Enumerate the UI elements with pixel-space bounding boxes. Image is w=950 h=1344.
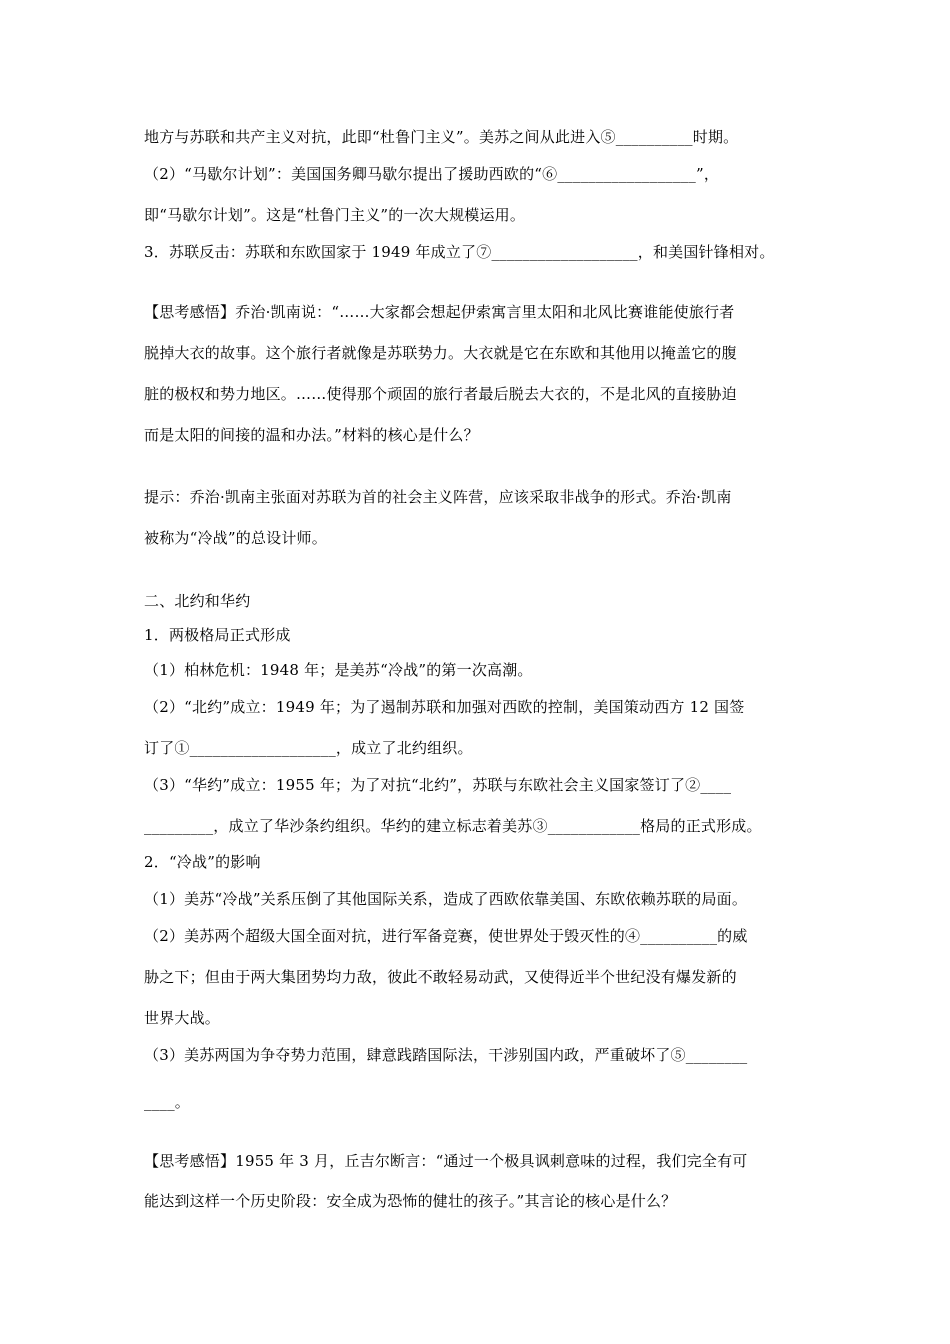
text-line: 3．苏联反击：苏联和东欧国家于 1949 年成立了⑦___________________，和美国针锋相对。 — [144, 243, 775, 261]
text-line: 世界大战。 — [144, 1009, 221, 1027]
reflection-paragraph-line: 能达到这样一个历史阶段：安全成为恐怖的健壮的孩子。”其言论的核心是什么？ — [144, 1192, 677, 1210]
text-line: （3）美苏两国为争夺势力范围，肆意践踏国际法，干涉别国内政，严重破坏了⑤________ — [144, 1046, 748, 1064]
hint-paragraph-line: 提示：乔治·凯南主张面对苏联为首的社会主义阵营，应该采取非战争的形式。乔治·凯南 — [144, 488, 732, 506]
text-line: （2）“北约”成立：1949 年；为了遏制苏联和加强对西欧的控制，美国策动西方 12 国签 — [144, 698, 745, 716]
text-line: （3）“华约”成立：1955 年；为了对抗“北约”，苏联与东欧社会主义国家签订了②____ — [144, 776, 732, 794]
hint-paragraph-line: 被称为“冷战”的总设计师。 — [144, 529, 327, 547]
reflection-paragraph-line: 【思考感悟】乔治·凯南说：“……大家都会想起伊索寓言里太阳和北风比赛谁能使旅行者 — [144, 303, 735, 321]
reflection-paragraph-line: 而是太阳的间接的温和办法。”材料的核心是什么？ — [144, 426, 479, 444]
subsection-heading: 2．“冷战”的影响 — [144, 853, 261, 871]
text-line: （1）柏林危机：1948 年；是美苏“冷战”的第一次高潮。 — [144, 661, 533, 679]
text-line: 即“马歇尔计划”。这是“杜鲁门主义”的一次大规模运用。 — [144, 206, 526, 224]
text-line: 胁之下；但由于两大集团势均力敌，彼此不敢轻易动武，又使得近半个世纪没有爆发新的 — [144, 968, 737, 986]
text-line: ____。 — [144, 1093, 191, 1111]
section-heading: 二、北约和华约 — [144, 592, 251, 610]
reflection-paragraph-line: 【思考感悟】1955 年 3 月，丘吉尔断言：“通过一个极具讽刺意味的过程，我们完全有可 — [144, 1152, 748, 1170]
text-line: _________，成立了华沙条约组织。华约的建立标志着美苏③____________格局的正式形成。 — [144, 817, 762, 835]
text-line: （1）美苏“冷战”关系压倒了其他国际关系，造成了西欧依靠美国、东欧依赖苏联的局面。 — [144, 890, 748, 908]
text-line: 订了①___________________，成立了北约组织。 — [144, 739, 473, 757]
text-line: （2）美苏两个超级大国全面对抗，进行军备竞赛，使世界处于毁灭性的④__________的威 — [144, 927, 748, 945]
text-line: （2）“马歇尔计划”：美国国务卿马歇尔提出了援助西欧的“⑥__________________”， — [144, 165, 720, 183]
reflection-paragraph-line: 脏的极权和势力地区。……使得那个顽固的旅行者最后脱去大衣的，不是北风的直接胁迫 — [144, 385, 737, 403]
subsection-heading: 1．两极格局正式形成 — [144, 626, 291, 644]
text-line: 地方与苏联和共产主义对抗，此即“杜鲁门主义”。美苏之间从此进入⑤__________时期。 — [144, 128, 739, 146]
reflection-paragraph-line: 脱掉大衣的故事。这个旅行者就像是苏联势力。大衣就是它在东欧和其他用以掩盖它的腹 — [144, 344, 737, 362]
